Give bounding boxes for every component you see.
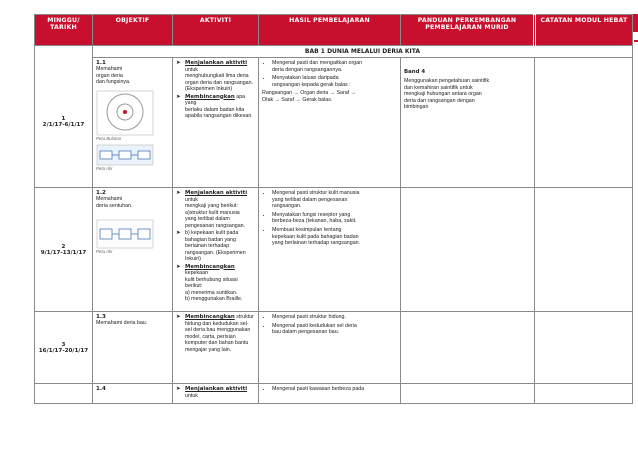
objective-text: Memahami	[96, 66, 123, 72]
objective-code: 1.1	[96, 60, 106, 66]
list-item: • Menyatakan fungsi reseptor yang berbeza-beza (tekanan, haba, sakit.	[272, 212, 397, 225]
objective-code: 1.4	[96, 386, 106, 392]
activity-item: ➤ Membincangkan struktur hidung dan kedudukan sel- sel deria bau menggunakan model, carta, perisian komputer dan bahan bantu mengajar yang lain.	[176, 314, 254, 353]
week-date: 9/1/17-13/1/17	[40, 249, 87, 256]
activity-item: ➤ Menjalankan aktiviti untuk	[176, 386, 248, 399]
hasil-list	[262, 314, 397, 336]
activity-item: ➤ Menjalankan aktiviti untuk mengkaji yang berikut: a)struktur kulit manusia yang terlibat dalam pengesanan rangsangan.	[176, 190, 248, 229]
week-cell	[35, 188, 93, 312]
header-objektif: OBJEKTIF	[93, 15, 173, 46]
header-catatan: CATATAN MODUL HEBAT	[535, 15, 633, 46]
flow-map-caption: Peta Alir	[96, 166, 113, 172]
catatan-cell	[535, 58, 633, 188]
activity-item: ➤ Membincangkan kepekaan kulit berhubung situasi berikut: a) menerima suntikan. b) menggunakan Braille.	[176, 263, 243, 302]
objective-cell: 1.3 Memahami deria bau.	[93, 312, 173, 384]
arrow-bullet-icon: ➤	[176, 263, 181, 270]
panduan-cell: Band 4 Menggunakan pengetahuan saintifik dan kemahiran saintifik untuk mengkaji hubungan antara organ deria dan rangsangan dengan bimbingan	[401, 58, 535, 188]
objective-text: dan fungsinya.	[96, 79, 131, 86]
band-label: Band 4	[404, 69, 426, 75]
list-item: • Mengenal pasti kawasan berbeza pada	[272, 386, 397, 393]
list-item: • Mengenal pasti dan mengaitkan organ deria dengan rangsangannya.	[272, 60, 397, 73]
header-minggu: MINGGU/ TARIKH	[35, 15, 93, 46]
header-aktiviti: AKTIVITI	[173, 15, 259, 46]
arrow-bullet-icon: ➤	[176, 190, 181, 196]
catatan-cell	[535, 312, 633, 384]
stimulus-flow: Rangsangan → Organ deria → Saraf → Otak → Saraf → Gerak balas.	[262, 90, 356, 103]
bab-title: BAB 1 DUNIA MELALUI DERIA KITA	[93, 46, 633, 58]
table-row	[35, 312, 633, 384]
week-cell	[35, 312, 93, 384]
activity-cell	[173, 312, 259, 384]
objective-cell	[93, 384, 173, 404]
table-row	[35, 188, 633, 312]
list-item: • Mengenal pasti kedudukan sel deria bau dalam pengesanan bau.	[272, 323, 397, 336]
hasil-cell	[259, 384, 401, 404]
hasil-list	[262, 386, 397, 393]
circle-map-caption: Peta Bulatan	[96, 135, 122, 141]
hasil-list	[262, 60, 397, 88]
bab-spacer	[35, 46, 93, 58]
table-row	[35, 384, 633, 404]
list-item: • Menyatakan laluan daripada rangsangan kepada gerak balas :	[272, 75, 397, 88]
table-row	[35, 58, 633, 188]
catatan-cell	[535, 188, 633, 312]
arrow-bullet-icon: ➤	[176, 230, 181, 236]
panduan-cell	[401, 188, 535, 312]
circle-map-diagram	[96, 90, 154, 136]
activity-cell	[173, 188, 259, 312]
header-panduan: PANDUAN PERKEMBANGAN PEMBELAJARAN MURID	[401, 15, 535, 46]
flow-map-diagram	[96, 144, 154, 166]
arrow-bullet-icon: ➤	[176, 60, 181, 66]
activity-cell	[173, 384, 259, 404]
catatan-cell	[535, 384, 633, 404]
panduan-cell	[401, 312, 535, 384]
hasil-list	[262, 190, 397, 247]
objective-cell	[93, 58, 173, 188]
objective-text: organ deria	[96, 72, 123, 79]
panduan-cell	[401, 384, 535, 404]
week-number: 2	[61, 243, 66, 250]
list-item: • Mengenal pasti struktur kulit manusia yang terlibat dalam pengesanan rangsangan.	[272, 190, 397, 210]
week-number: 1	[61, 116, 66, 123]
hasil-cell	[259, 58, 401, 188]
arrow-bullet-icon: ➤	[176, 314, 181, 320]
activity-cell	[173, 58, 259, 188]
header-hasil: HASIL PEMBELAJARAN	[259, 15, 401, 46]
flow-map-caption: Peta Alir	[96, 249, 113, 255]
week-cell	[35, 58, 93, 188]
flow-map-diagram	[96, 219, 154, 249]
activity-item: ➤ Membincangkan apa yang berlaku dalam badan kita apabila rangsangan dikesan.	[176, 93, 253, 119]
objective-code: 1.3	[96, 314, 106, 320]
week-number: 3	[61, 341, 66, 348]
list-item: • Membuat kesimpulan tentang kepekaan kulit pada bahagian badan yang berlainan terhadap rangsangan.	[272, 227, 397, 247]
list-item: • Mengenal pasti struktur hidung.	[272, 314, 397, 321]
bab-row	[35, 46, 633, 58]
hasil-cell	[259, 188, 401, 312]
header-row	[35, 15, 633, 46]
week-date: 2/1/17-6/1/17	[42, 122, 85, 129]
lesson-plan-table	[34, 14, 633, 404]
page-edge-marker-small	[634, 40, 638, 42]
activity-item: ➤ b) kepekaan kulit pada bahagian badan yang berlainan terhadap rangsangan. (Eksperimen Inkuiri)	[176, 230, 246, 262]
arrow-bullet-icon: ➤	[176, 93, 181, 100]
week-date: 16/1/17-20/1/17	[38, 347, 89, 354]
objective-code: 1.2	[96, 190, 106, 196]
arrow-bullet-icon: ➤	[176, 386, 181, 392]
week-cell	[35, 384, 93, 404]
objective-cell: 1.2 Memahami deria sentuhan. Peta Alir	[93, 188, 173, 312]
hasil-cell	[259, 312, 401, 384]
activity-item: ➤ Menjalankan aktiviti untuk menghubungkait lima deria organ deria dan rangsangan. (Eksperimen Inkuiri)	[176, 60, 254, 92]
